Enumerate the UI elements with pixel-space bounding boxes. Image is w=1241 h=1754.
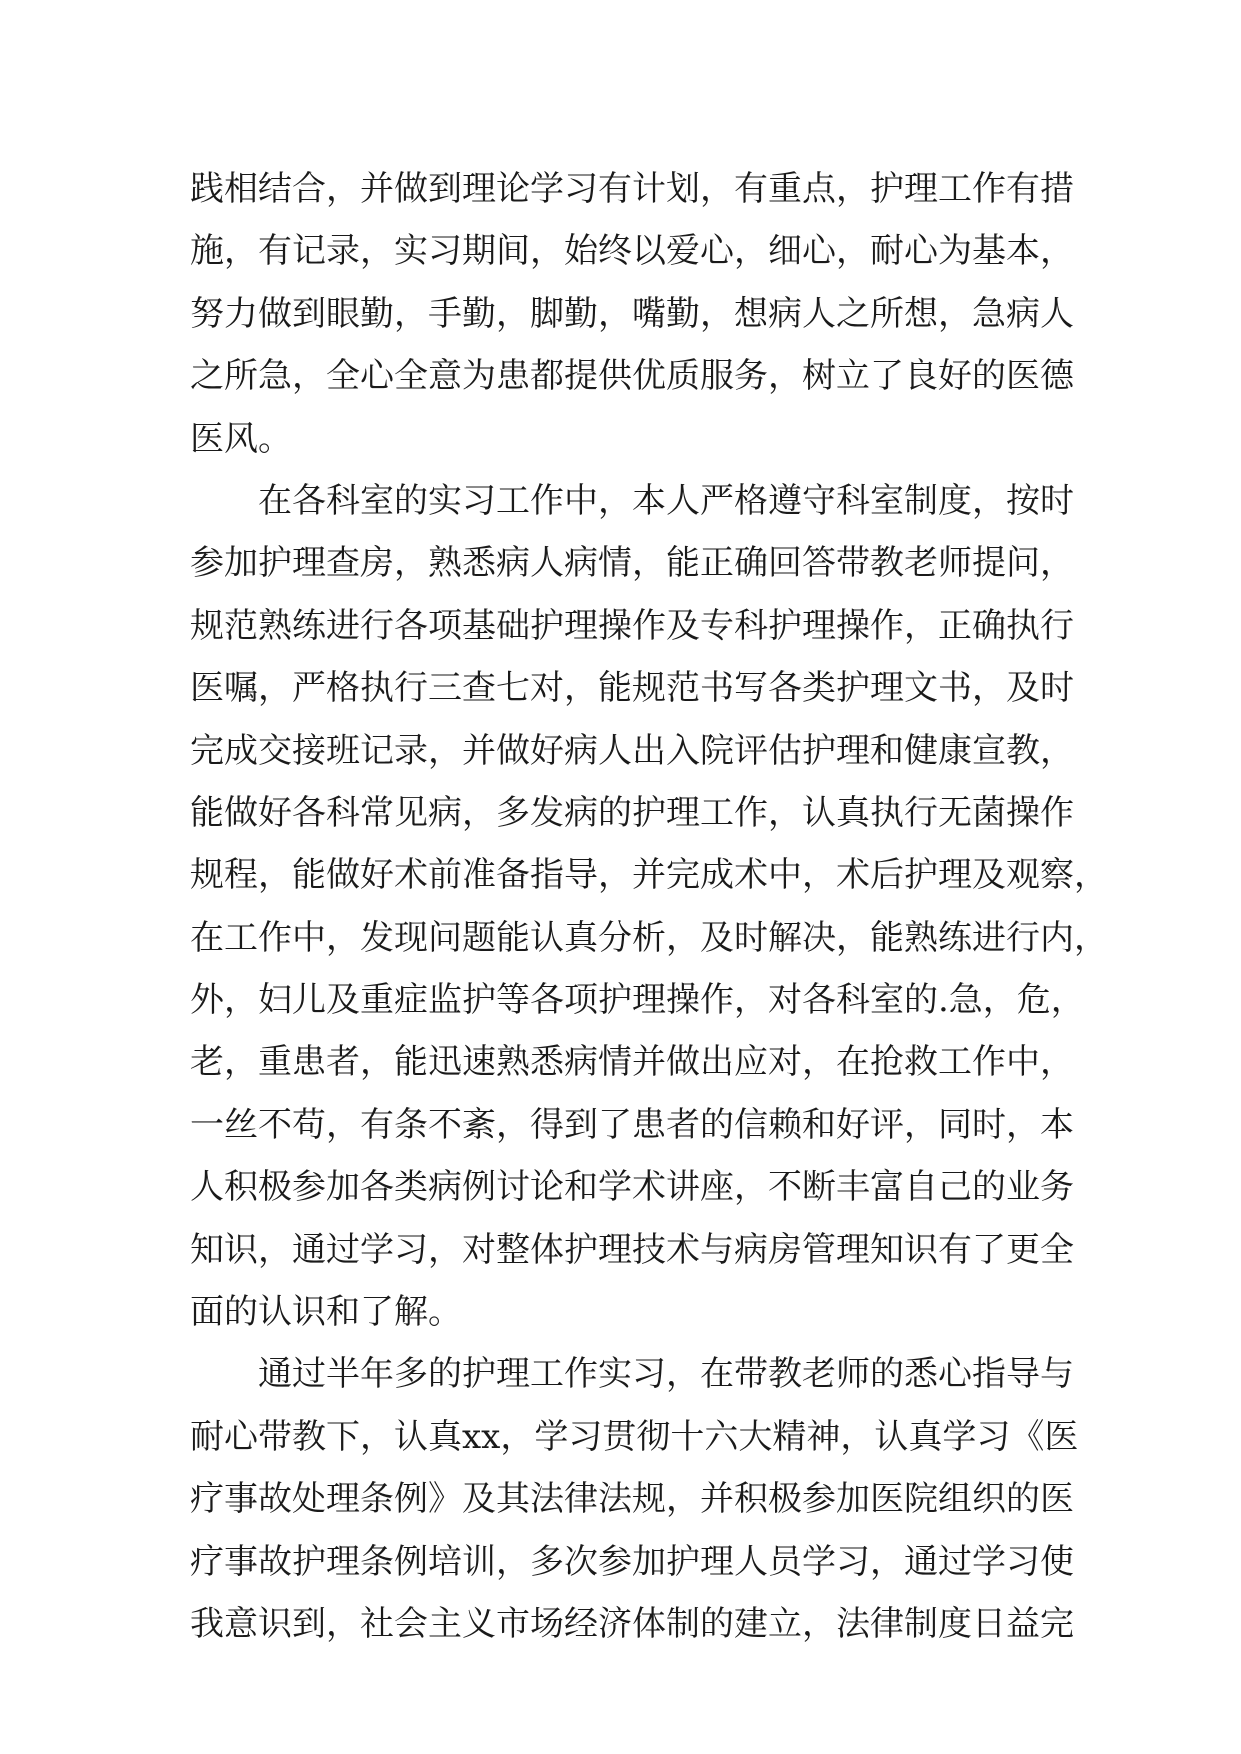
text-line: 人积极参加各类病例讨论和学术讲座，不断丰富自己的业务 xyxy=(190,1167,1074,1208)
text-line: 疗事故处理条例》及其法律法规，并积极参加医院组织的医 xyxy=(190,1479,1074,1520)
text-line: 之所急，全心全意为患都提供优质服务，树立了良好的医德 xyxy=(190,356,1074,397)
text-line: 医风。 xyxy=(190,418,292,459)
text-line: 一丝不苟，有条不紊，得到了患者的信赖和好评，同时，本 xyxy=(190,1104,1074,1145)
text-line: 规范熟练进行各项基础护理操作及专科护理操作，正确执行 xyxy=(190,605,1074,646)
text-line: 医嘱，严格执行三查七对，能规范书写各类护理文书，及时 xyxy=(190,668,1074,709)
text-line: 老，重患者，能迅速熟悉病情并做出应对，在抢救工作中， xyxy=(190,1042,1074,1083)
text-line: 在工作中，发现问题能认真分析，及时解决，能熟练进行内， xyxy=(190,917,1108,958)
text-line: 规程，能做好术前准备指导，并完成术中，术后护理及观察， xyxy=(190,855,1108,896)
text-line: 外，妇儿及重症监护等各项护理操作，对各科室的.急，危， xyxy=(190,980,1085,1021)
text-line: 完成交接班记录，并做好病人出入院评估护理和健康宣教， xyxy=(190,730,1074,771)
text-line: 知识，通过学习，对整体护理技术与病房管理知识有了更全 xyxy=(190,1229,1074,1270)
body-text xyxy=(190,158,1108,1655)
text-line: 参加护理查房，熟悉病人病情，能正确回答带教老师提问， xyxy=(190,543,1074,584)
text-line: 施，有记录，实习期间，始终以爱心，细心，耐心为基本， xyxy=(190,231,1074,272)
text-line: 能做好各科常见病，多发病的护理工作，认真执行无菌操作 xyxy=(190,792,1074,833)
text-line: 疗事故护理条例培训，多次参加护理人员学习，通过学习使 xyxy=(190,1541,1074,1582)
paragraph-first-line: 通过半年多的护理工作实习，在带教老师的悉心指导与 xyxy=(258,1354,1074,1395)
text-line: 我意识到，社会主义市场经济体制的建立，法律制度日益完 xyxy=(190,1603,1074,1644)
text-line: 耐心带教下，认真xx，学习贯彻十六大精神，认真学习《医 xyxy=(190,1416,1079,1457)
text-line: 践相结合，并做到理论学习有计划，有重点，护理工作有措 xyxy=(190,169,1074,209)
paragraph-first-line: 在各科室的实习工作中，本人严格遵守科室制度，按时 xyxy=(258,480,1074,521)
text-line: 努力做到眼勤，手勤，脚勤，嘴勤，想病人之所想，急病人 xyxy=(190,293,1074,334)
text-line: 面的认识和了解。 xyxy=(190,1292,462,1333)
